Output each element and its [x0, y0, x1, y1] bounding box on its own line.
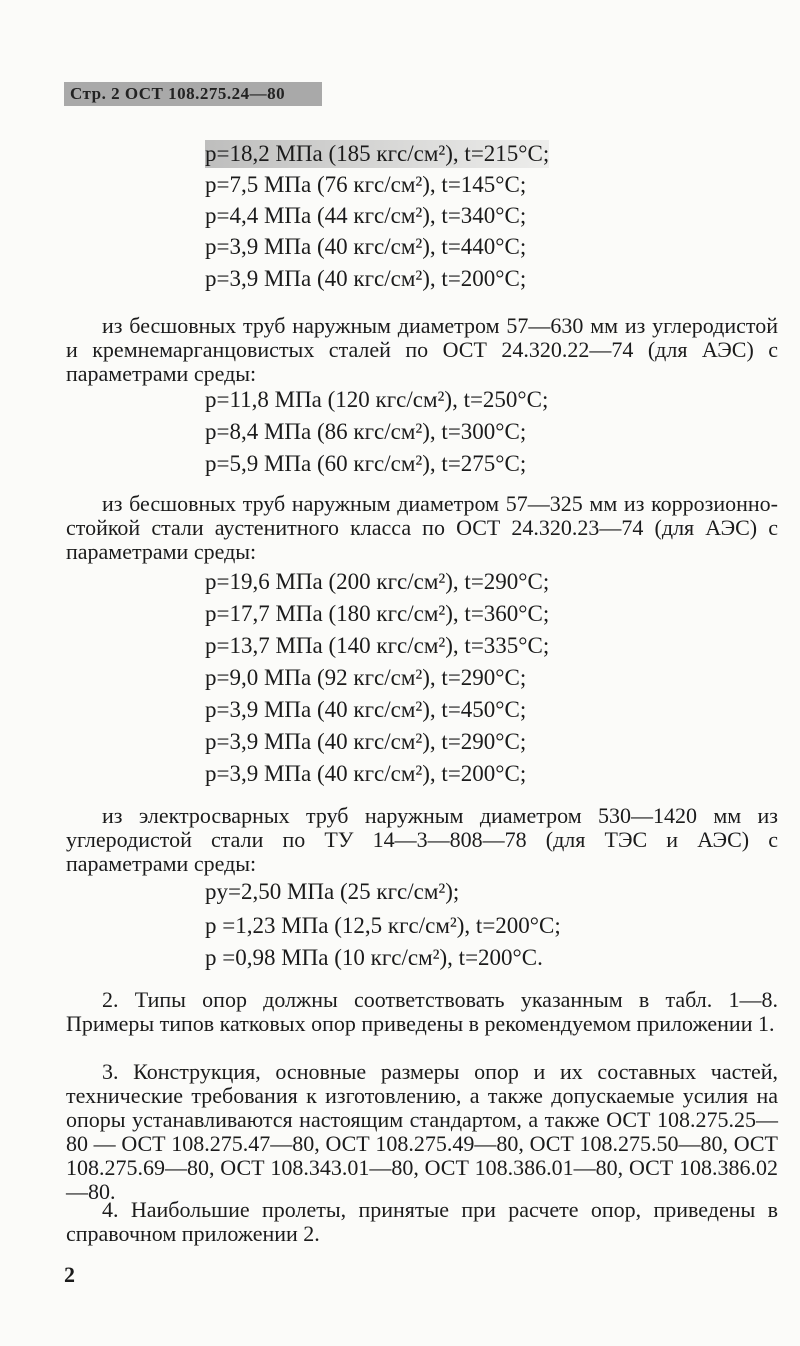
- param-line: p=18,2 МПа (185 кгс/см²), t=215°С;: [205, 141, 550, 166]
- paragraph-electrowelded: из электросварных труб наружным диаметром 530—1420 мм из углеродистой стали по ТУ 14—3—808—78 (для ТЭС и АЭС) с параметрами среды:: [66, 803, 778, 876]
- param-line: p=13,7 МПа (140 кгс/см²), t=335°С;: [205, 633, 550, 658]
- param-line: p=3,9 МПа (40 кгс/см²), t=200°С;: [205, 266, 527, 291]
- param-line: p=3,9 МПа (40 кгс/см²), t=440°С;: [205, 234, 527, 259]
- page-header: Стр. 2 ОСТ 108.275.24—80: [64, 82, 322, 106]
- param-line: p =1,23 МПа (12,5 кгс/см²), t=200°С;: [205, 913, 561, 938]
- param-line: p=7,5 МПа (76 кгс/см²), t=145°С;: [205, 172, 527, 197]
- item-2: 2. Типы опор должны соответствовать указанным в табл. 1—8. Примеры типов катковых опор приведены в рекомендуемом приложении 1.: [66, 987, 778, 1036]
- param-line: p=8,4 МПа (86 кгс/см²), t=300°С;: [205, 419, 527, 444]
- param-line: p=9,0 МПа (92 кгс/см²), t=290°С;: [205, 665, 527, 690]
- param-line: p=19,6 МПа (200 кгс/см²), t=290°С;: [205, 569, 550, 594]
- item-4: 4. Наибольшие пролеты, принятые при расчете опор, приведены в справочном приложении 2.: [66, 1197, 778, 1246]
- paragraph-seamless-austenitic: из бесшовных труб наружным диаметром 57—325 мм из коррозионно-стойкой стали аустенитного класса по ОСТ 24.320.23—74 (для АЭС) с параметрами среды:: [66, 491, 778, 564]
- param-line: pу=2,50 МПа (25 кгс/см²);: [205, 879, 460, 904]
- param-line: p =0,98 МПа (10 кгс/см²), t=200°С.: [205, 945, 543, 970]
- param-line: p=3,9 МПа (40 кгс/см²), t=290°С;: [205, 729, 527, 754]
- param-line: p=5,9 МПа (60 кгс/см²), t=275°С;: [205, 451, 527, 476]
- param-line: p=4,4 МПа (44 кгс/см²), t=340°С;: [205, 203, 527, 228]
- param-line: p=3,9 МПа (40 кгс/см²), t=450°С;: [205, 697, 527, 722]
- page-number: 2: [64, 1262, 75, 1287]
- item-3: 3. Конструкция, основные размеры опор и их составных частей, технические требования к изготовлению, а также допускаемые усилия на опоры устанавливаются настоящим стандартом, а также ОСТ 108.275.25—80 — ОСТ 108.275.47—80, ОСТ 108.275.49—80, ОСТ 108.275.50—80, ОСТ 108.275.69—80, ОСТ 108.343.01—80, ОСТ 108.386.01—80, ОСТ 108.386.02—80.: [66, 1059, 778, 1204]
- paragraph-seamless-carbon: из бесшовных труб наружным диаметром 57—630 мм из углеродистой и кремнемарганцовистых сталей по ОСТ 24.320.22—74 (для АЭС) с параметрами среды:: [66, 313, 778, 386]
- param-line: p=17,7 МПа (180 кгс/см²), t=360°С;: [205, 601, 550, 626]
- param-line: p=3,9 МПа (40 кгс/см²), t=200°С;: [205, 761, 527, 786]
- param-line: p=11,8 МПа (120 кгс/см²), t=250°С;: [205, 387, 549, 412]
